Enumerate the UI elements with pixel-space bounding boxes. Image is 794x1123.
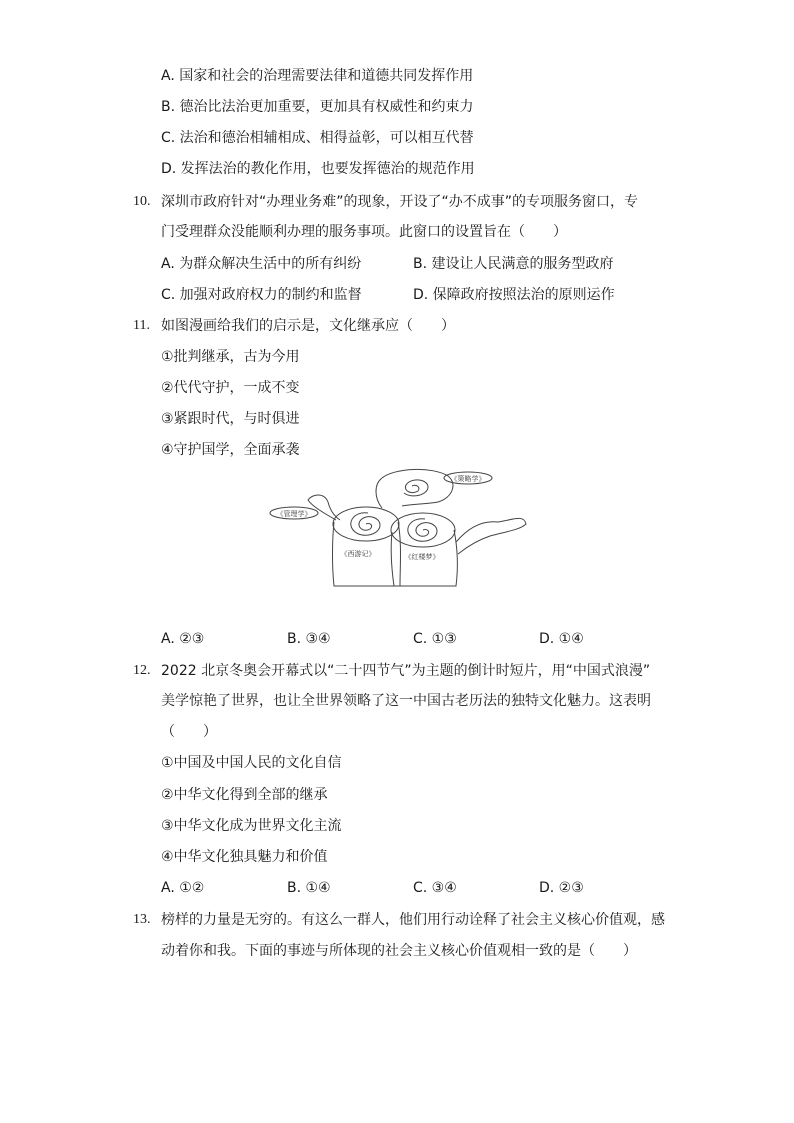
q12-number: 12. — [133, 663, 151, 678]
q13-number: 13. — [133, 912, 151, 927]
comic-illustration — [262, 462, 534, 592]
label-strategy: 《策略学》 — [450, 475, 486, 483]
q12-stem-line-2: 美学惊艳了世界，也让全世界领略了这一中国古老历法的独特文化魅力。这表明 — [161, 693, 651, 709]
q11-item-2: ②代代守护，一成不变 — [161, 380, 300, 396]
q12-option-b: B. ①④ — [287, 880, 331, 896]
q12-stem-line-3: （ ） — [161, 724, 217, 740]
q10-option-a: A. 为群众解决生活中的所有纠纷 — [161, 256, 362, 272]
stump-right-rings — [408, 519, 437, 541]
label-management: 《管理学》 — [276, 510, 312, 518]
q11-item-4: ④守护国学，全面承袭 — [161, 442, 300, 458]
branch-right — [456, 518, 526, 554]
q12-item-2: ②中华文化得到全部的继承 — [161, 787, 328, 803]
q11-option-d: D. ①④ — [539, 631, 584, 647]
q12-item-1: ①中国及中国人民的文化自信 — [161, 755, 342, 771]
q10-option-b: B. 建设让人民满意的服务型政府 — [413, 256, 614, 272]
q13-stem-line-2: 动着你和我。下面的事迹与所体现的社会主义核心价值观相一致的是（ ） — [161, 943, 637, 959]
stump-left-rings — [351, 513, 380, 535]
q9-option-c: C. 法治和德治相辅相成、相得益彰，可以相互代替 — [161, 130, 474, 146]
q11-option-a: A. ②③ — [161, 631, 205, 647]
q11-number: 11. — [133, 318, 150, 333]
label-red-chamber: 《红楼梦》 — [404, 553, 440, 561]
q10-stem-line-1: 深圳市政府针对“办理业务难”的现象，开设了“办不成事”的专项服务窗口，专 — [161, 194, 639, 210]
q12-item-4: ④中华文化独具魅力和价值 — [161, 849, 328, 865]
scroll-top-rings — [404, 480, 428, 496]
q11-item-3: ③紧跟时代，与时俱进 — [161, 411, 300, 427]
q10-option-c: C. 加强对政府权力的制约和监督 — [161, 287, 362, 303]
q10-number: 10. — [133, 194, 151, 209]
q9-option-a: A. 国家和社会的治理需要法律和道德共同发挥作用 — [161, 68, 474, 84]
comic-drawing — [262, 462, 534, 592]
q11-option-b: B. ③④ — [287, 631, 331, 647]
q12-stem-line-1: 2022 北京冬奥会开幕式以“二十四节气”为主题的倒计时短片，用“中国式浪漫” — [161, 663, 651, 679]
q10-stem-line-2: 门受理群众没能顺利办理的服务事项。此窗口的设置旨在（ ） — [161, 224, 567, 240]
q9-option-d: D. 发挥法治的教化作用，也要发挥德治的规范作用 — [161, 161, 475, 177]
q11-stem: 如图漫画给我们的启示是，文化继承应（ ） — [161, 318, 455, 334]
q11-option-c: C. ①③ — [413, 631, 457, 647]
q11-item-1: ①批判继承，古为今用 — [161, 349, 300, 365]
q12-option-d: D. ②③ — [539, 880, 584, 896]
q12-item-3: ③中华文化成为世界文化主流 — [161, 818, 342, 834]
q12-option-a: A. ①② — [161, 880, 205, 896]
branch-up — [376, 469, 453, 508]
q13-stem-line-1: 榜样的力量是无穷的。有这么一群人，他们用行动诠释了社会主义核心价值观，感 — [161, 912, 665, 928]
q10-option-d: D. 保障政府按照法治的原则运作 — [413, 287, 615, 303]
q12-option-c: C. ③④ — [413, 880, 457, 896]
q9-option-b: B. 德治比法治更加重要，更加具有权威性和约束力 — [161, 99, 474, 115]
label-journey-west: 《西游记》 — [340, 550, 376, 558]
